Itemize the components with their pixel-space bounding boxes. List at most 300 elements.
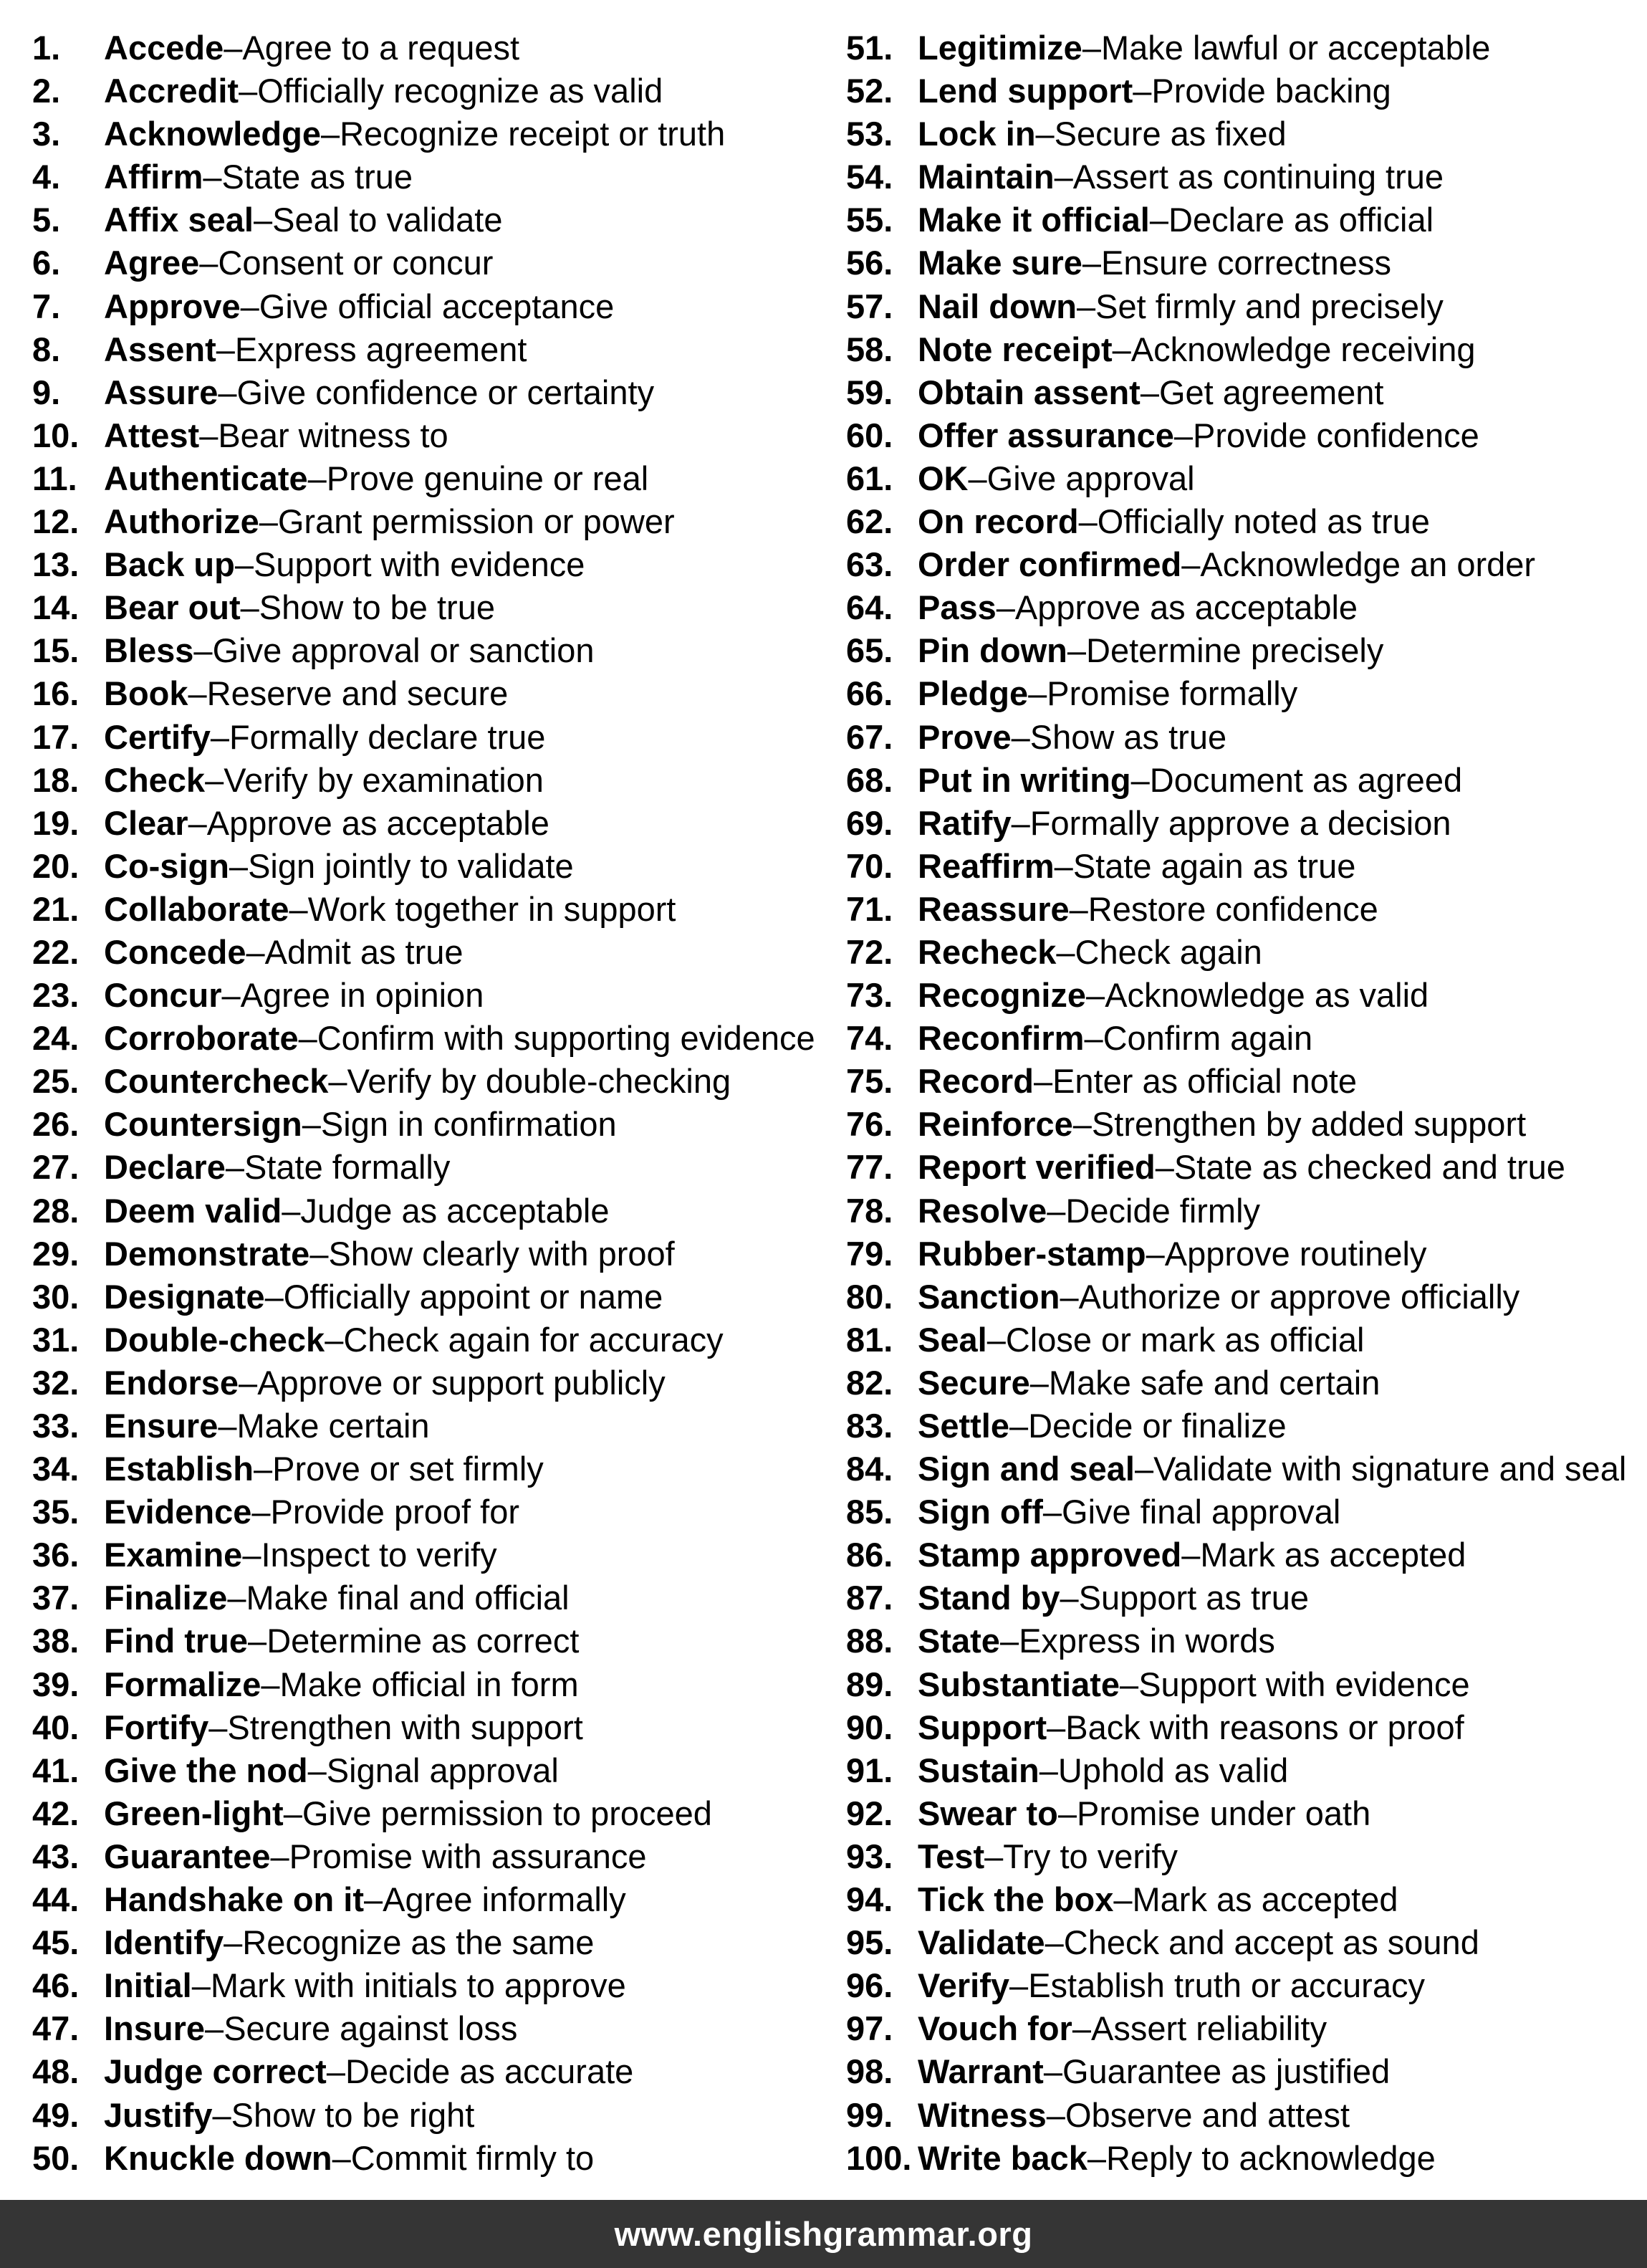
list-item [32, 1017, 824, 1060]
item-definition: Officially noted as true [1097, 502, 1430, 541]
item-term: Judge correct [104, 2052, 327, 2091]
list-item [32, 1319, 824, 1362]
list-item [32, 241, 824, 284]
item-separator: – [1047, 1191, 1066, 1230]
list-item [32, 27, 824, 70]
list-item [846, 113, 1647, 155]
item-term: Secure [918, 1363, 1030, 1402]
item-term: Pin down [918, 631, 1067, 670]
item-separator: – [259, 502, 278, 541]
list-item [32, 1792, 824, 1835]
list-item [32, 285, 824, 328]
item-term: Handshake on it [104, 1880, 365, 1919]
item-term: Guarantee [104, 1837, 271, 1875]
item-term: Assent [104, 330, 216, 368]
item-separator: – [1011, 717, 1030, 756]
item-separator: – [193, 631, 213, 670]
item-definition: Confirm with supporting evidence [317, 1019, 815, 1058]
footer-bar [0, 2200, 1647, 2268]
item-separator: – [298, 1019, 317, 1058]
item-number: 28. [32, 1191, 80, 1230]
item-term: Make sure [918, 244, 1082, 282]
list-item [846, 759, 1647, 802]
item-number: 58. [846, 330, 893, 368]
item-definition: Assert as continuing true [1072, 158, 1444, 196]
item-definition: Secure against loss [224, 2009, 518, 2048]
item-separator: – [188, 803, 207, 842]
list-item [846, 457, 1647, 500]
item-separator: – [261, 1665, 280, 1703]
list-item [32, 113, 824, 155]
list-item [32, 414, 824, 457]
item-term: Sign off [918, 1493, 1043, 1531]
item-number: 32. [32, 1363, 80, 1402]
item-number: 21. [32, 889, 80, 928]
list-item [846, 2137, 1647, 2180]
list-item [32, 1878, 824, 1921]
item-definition: Back with reasons or proof [1065, 1708, 1464, 1746]
item-separator: – [283, 1794, 302, 1832]
item-number: 15. [32, 631, 80, 670]
item-definition: Determine as correct [267, 1622, 580, 1660]
item-definition: Set firmly and precisely [1095, 287, 1444, 325]
item-definition: Agree informally [383, 1880, 626, 1919]
item-definition: Determine precisely [1086, 631, 1384, 670]
item-term: On record [918, 502, 1079, 541]
item-separator: – [1133, 72, 1152, 110]
item-separator: – [1112, 330, 1131, 368]
item-definition: Check again for accuracy [343, 1320, 724, 1359]
list-item [846, 845, 1647, 888]
list-item [846, 1017, 1647, 1060]
item-term: Insure [104, 2009, 206, 2048]
item-definition: Prove or set firmly [272, 1450, 544, 1488]
item-definition: Give approval or sanction [212, 631, 595, 670]
item-number: 92. [846, 1794, 893, 1832]
item-term: Authenticate [104, 459, 308, 497]
item-number: 78. [846, 1191, 893, 1230]
list-item [32, 1103, 824, 1146]
list-item [32, 1749, 824, 1792]
item-number: 64. [846, 588, 893, 627]
item-term: Fortify [104, 1708, 209, 1746]
item-separator: – [1011, 803, 1030, 842]
item-term: Substantiate [918, 1665, 1120, 1703]
list-item [846, 2050, 1647, 2093]
item-separator: – [326, 2052, 345, 2091]
item-term: Make it official [918, 201, 1150, 239]
list-item [32, 70, 824, 113]
item-definition: Provide confidence [1193, 416, 1479, 454]
item-number: 100. [846, 2138, 912, 2177]
item-term: Ratify [918, 803, 1012, 842]
item-definition: Decide as accurate [345, 2052, 634, 2091]
item-definition: Mark with initials to approve [210, 1966, 626, 2005]
list-item [846, 1103, 1647, 1146]
item-separator: – [1155, 1148, 1174, 1187]
item-separator: – [239, 1363, 258, 1402]
item-definition: Approve as acceptable [206, 803, 549, 842]
list-item [32, 500, 824, 543]
item-separator: – [246, 932, 265, 971]
item-term: Countercheck [104, 1062, 329, 1101]
item-number: 67. [846, 717, 893, 756]
item-term: Seal [918, 1320, 987, 1359]
item-term: Settle [918, 1407, 1009, 1445]
item-number: 1. [32, 29, 61, 67]
item-definition: State again as true [1072, 846, 1356, 885]
item-definition: Reserve and secure [206, 674, 509, 713]
item-definition: Close or mark as official [1005, 1320, 1365, 1359]
item-definition: Seal to validate [272, 201, 503, 239]
list-item [32, 759, 824, 802]
item-definition: Express agreement [234, 330, 527, 368]
item-term: Stand by [918, 1579, 1060, 1617]
item-separator: – [1009, 1966, 1029, 2005]
item-number: 40. [32, 1708, 80, 1746]
item-term: Agree [104, 244, 200, 282]
item-term: Reaffirm [918, 846, 1055, 885]
list-item [846, 1576, 1647, 1619]
item-definition: Get agreement [1158, 373, 1384, 411]
item-number: 22. [32, 932, 80, 971]
item-definition: State as checked and true [1173, 1148, 1565, 1187]
list-item [32, 2137, 824, 2180]
item-number: 3. [32, 115, 61, 153]
item-definition: Mark as accepted [1132, 1880, 1398, 1919]
item-definition: Validate with signature and seal [1153, 1450, 1627, 1488]
item-term: Ensure [104, 1407, 219, 1445]
item-separator: – [242, 1536, 261, 1574]
item-definition: Declare as official [1168, 201, 1434, 239]
item-definition: Show as true [1029, 717, 1227, 756]
list-item [846, 716, 1647, 759]
item-separator: – [1009, 1407, 1029, 1445]
item-definition: Promise under oath [1077, 1794, 1371, 1832]
item-definition: Formally approve a decision [1029, 803, 1451, 842]
item-number: 63. [846, 545, 893, 584]
item-definition: Make official in form [279, 1665, 579, 1703]
item-term: Bless [104, 631, 194, 670]
item-number: 88. [846, 1622, 893, 1660]
item-term: Prove [918, 717, 1012, 756]
item-term: Deem valid [104, 1191, 282, 1230]
item-term: Formalize [104, 1665, 261, 1703]
list-item [846, 414, 1647, 457]
item-number: 83. [846, 1407, 893, 1445]
item-term: Countersign [104, 1105, 302, 1144]
item-separator: – [1035, 115, 1055, 153]
item-number: 29. [32, 1234, 80, 1273]
item-term: Sanction [918, 1277, 1060, 1316]
list-item [846, 1749, 1647, 1792]
item-definition: Reply to acknowledge [1105, 2138, 1436, 2177]
list-item [32, 2050, 824, 2093]
item-separator: – [1067, 631, 1087, 670]
list-item [32, 931, 824, 974]
list-item [846, 802, 1647, 845]
list-item [846, 974, 1647, 1017]
item-separator: – [1060, 1579, 1079, 1617]
item-separator: – [282, 1191, 301, 1230]
item-number: 12. [32, 502, 80, 541]
item-term: Finalize [104, 1579, 228, 1617]
item-term: Collaborate [104, 889, 289, 928]
item-term: Give the nod [104, 1751, 308, 1789]
list-item [32, 586, 824, 629]
item-number: 85. [846, 1493, 893, 1531]
list-item [846, 1533, 1647, 1576]
item-term: Green-light [104, 1794, 284, 1832]
item-term: Double-check [104, 1320, 325, 1359]
list-item [32, 672, 824, 715]
item-number: 10. [32, 416, 80, 454]
item-term: Corroborate [104, 1019, 299, 1058]
item-definition: Give approval [986, 459, 1195, 497]
item-number: 23. [32, 976, 80, 1015]
list-item [846, 1060, 1647, 1103]
item-term: Accredit [104, 72, 239, 110]
item-definition: Support as true [1078, 1579, 1309, 1617]
item-number: 53. [846, 115, 893, 153]
list-item [846, 27, 1647, 70]
item-term: Pass [918, 588, 997, 627]
list-item [846, 629, 1647, 672]
list-item [32, 1533, 824, 1576]
item-definition: Promise formally [1047, 674, 1298, 713]
item-separator: – [309, 1234, 329, 1273]
item-number: 87. [846, 1579, 893, 1617]
list-item [846, 1706, 1647, 1749]
item-definition: Sign in confirmation [320, 1105, 617, 1144]
item-definition: Sign jointly to validate [248, 846, 574, 885]
item-definition: Check and accept as sound [1063, 1923, 1479, 1962]
two-column-list [0, 27, 1647, 2180]
list-item [32, 845, 824, 888]
item-term: Establish [104, 1450, 254, 1488]
item-term: Nail down [918, 287, 1077, 325]
item-number: 5. [32, 201, 61, 239]
list-item [32, 1576, 824, 1619]
item-number: 9. [32, 373, 61, 411]
item-separator: – [210, 717, 230, 756]
item-number: 56. [846, 244, 893, 282]
item-term: Approve [104, 287, 241, 325]
item-definition: Verify by examination [224, 760, 544, 799]
item-term: Maintain [918, 158, 1055, 196]
item-definition: Commit firmly to [350, 2138, 595, 2177]
item-separator: – [328, 1062, 347, 1101]
list-item [32, 371, 824, 414]
item-number: 57. [846, 287, 893, 325]
item-number: 13. [32, 545, 80, 584]
item-number: 74. [846, 1019, 893, 1058]
item-number: 26. [32, 1105, 80, 1144]
item-separator: – [205, 760, 224, 799]
item-number: 55. [846, 201, 893, 239]
item-separator: – [248, 1622, 267, 1660]
item-term: Knuckle down [104, 2138, 332, 2177]
item-separator: – [1130, 760, 1150, 799]
item-separator: – [325, 1320, 344, 1359]
item-number: 37. [32, 1579, 80, 1617]
item-number: 33. [32, 1407, 80, 1445]
list-item [32, 328, 824, 371]
item-separator: – [199, 416, 219, 454]
item-number: 77. [846, 1148, 893, 1187]
item-number: 76. [846, 1105, 893, 1144]
item-term: Identify [104, 1923, 224, 1962]
item-separator: – [1087, 2138, 1106, 2177]
item-separator: – [999, 1622, 1019, 1660]
list-item [846, 1405, 1647, 1448]
item-term: Support [918, 1708, 1047, 1746]
item-number: 7. [32, 287, 61, 325]
list-item [846, 1146, 1647, 1189]
item-number: 18. [32, 760, 80, 799]
item-separator: – [364, 1880, 383, 1919]
item-term: Verify [918, 1966, 1010, 2005]
item-term: Examine [104, 1536, 243, 1574]
item-separator: – [218, 373, 237, 411]
list-item [846, 1233, 1647, 1276]
item-number: 43. [32, 1837, 80, 1875]
item-number: 94. [846, 1880, 893, 1919]
item-number: 36. [32, 1536, 80, 1574]
item-definition: Admit as true [264, 932, 464, 971]
item-separator: – [1042, 1493, 1062, 1531]
item-term: Concur [104, 976, 222, 1015]
item-number: 8. [32, 330, 61, 368]
item-term: Certify [104, 717, 211, 756]
item-definition: Inspect to verify [261, 1536, 497, 1574]
item-separator: – [227, 1579, 246, 1617]
item-term: Obtain assent [918, 373, 1141, 411]
item-definition: Agree to a request [242, 29, 520, 67]
item-separator: – [1084, 1019, 1103, 1058]
item-separator: – [203, 158, 222, 196]
item-definition: Acknowledge as valid [1105, 976, 1429, 1015]
item-separator: – [221, 976, 241, 1015]
item-definition: State as true [221, 158, 413, 196]
list-item [32, 1233, 824, 1276]
item-separator: – [216, 330, 235, 368]
item-term: State [918, 1622, 1000, 1660]
item-number: 60. [846, 416, 893, 454]
item-definition: Acknowledge receiving [1130, 330, 1476, 368]
item-definition: Support with evidence [1138, 1665, 1470, 1703]
item-number: 44. [32, 1880, 80, 1919]
item-term: Check [104, 760, 206, 799]
item-definition: Establish truth or accuracy [1028, 1966, 1425, 2005]
list-item [32, 802, 824, 845]
item-separator: – [212, 2095, 231, 2134]
item-separator: – [320, 115, 340, 153]
item-term: Write back [918, 2138, 1087, 2177]
item-separator: – [253, 201, 273, 239]
item-separator: – [229, 846, 249, 885]
item-number: 35. [32, 1493, 80, 1531]
list-item [846, 500, 1647, 543]
item-separator: – [218, 1407, 237, 1445]
item-number: 91. [846, 1751, 893, 1789]
item-separator: – [1047, 1708, 1066, 1746]
item-number: 69. [846, 803, 893, 842]
item-term: Validate [918, 1923, 1045, 1962]
list-item [32, 1146, 824, 1189]
item-term: Endorse [104, 1363, 239, 1402]
item-separator: – [1072, 1105, 1092, 1144]
item-definition: Approve routinely [1164, 1234, 1427, 1273]
list-item [846, 241, 1647, 284]
item-separator: – [239, 72, 258, 110]
list-item [32, 2094, 824, 2137]
item-number: 41. [32, 1751, 80, 1789]
item-term: Witness [918, 2095, 1047, 2134]
item-definition: Work together in support [307, 889, 676, 928]
item-separator: – [253, 1450, 273, 1488]
list-item [846, 1964, 1647, 2007]
item-number: 38. [32, 1622, 80, 1660]
list-item [32, 155, 824, 198]
list-item [32, 1706, 824, 1749]
list-item [846, 1619, 1647, 1662]
item-term: Lend support [918, 72, 1133, 110]
item-definition: Decide or finalize [1028, 1407, 1287, 1445]
item-number: 95. [846, 1923, 893, 1962]
item-definition: Acknowledge an order [1200, 545, 1536, 584]
item-term: Record [918, 1062, 1034, 1101]
item-term: Acknowledge [104, 115, 321, 153]
item-separator: – [240, 588, 259, 627]
item-number: 86. [846, 1536, 893, 1574]
list-item [846, 1276, 1647, 1319]
item-definition: Give final approval [1062, 1493, 1341, 1531]
list-item [846, 328, 1647, 371]
item-term: Offer assurance [918, 416, 1174, 454]
item-number: 75. [846, 1062, 893, 1101]
item-definition: Recognize receipt or truth [340, 115, 726, 153]
list-item [846, 1835, 1647, 1878]
item-definition: Recognize as the same [242, 1923, 595, 1962]
item-definition: Mark as accepted [1200, 1536, 1466, 1574]
item-number: 50. [32, 2138, 80, 2177]
item-definition: Strengthen by added support [1091, 1105, 1527, 1144]
item-definition: Prove genuine or real [326, 459, 649, 497]
item-number: 71. [846, 889, 893, 928]
list-item [846, 1190, 1647, 1233]
item-number: 99. [846, 2095, 893, 2134]
item-definition: Grant permission or power [277, 502, 675, 541]
item-separator: – [224, 29, 243, 67]
item-number: 39. [32, 1665, 80, 1703]
item-definition: Promise with assurance [289, 1837, 647, 1875]
item-definition: Formally declare true [229, 717, 546, 756]
item-separator: – [307, 1751, 327, 1789]
item-separator: – [1146, 1234, 1165, 1273]
item-number: 20. [32, 846, 80, 885]
item-term: Tick the box [918, 1880, 1114, 1919]
item-term: Pledge [918, 674, 1029, 713]
item-separator: – [332, 2138, 351, 2177]
item-separator: – [188, 674, 207, 713]
item-term: Reassure [918, 889, 1070, 928]
item-number: 4. [32, 158, 61, 196]
item-term: Assure [104, 373, 219, 411]
right-column [824, 27, 1647, 2180]
item-separator: – [1029, 1363, 1049, 1402]
list-item [846, 931, 1647, 974]
